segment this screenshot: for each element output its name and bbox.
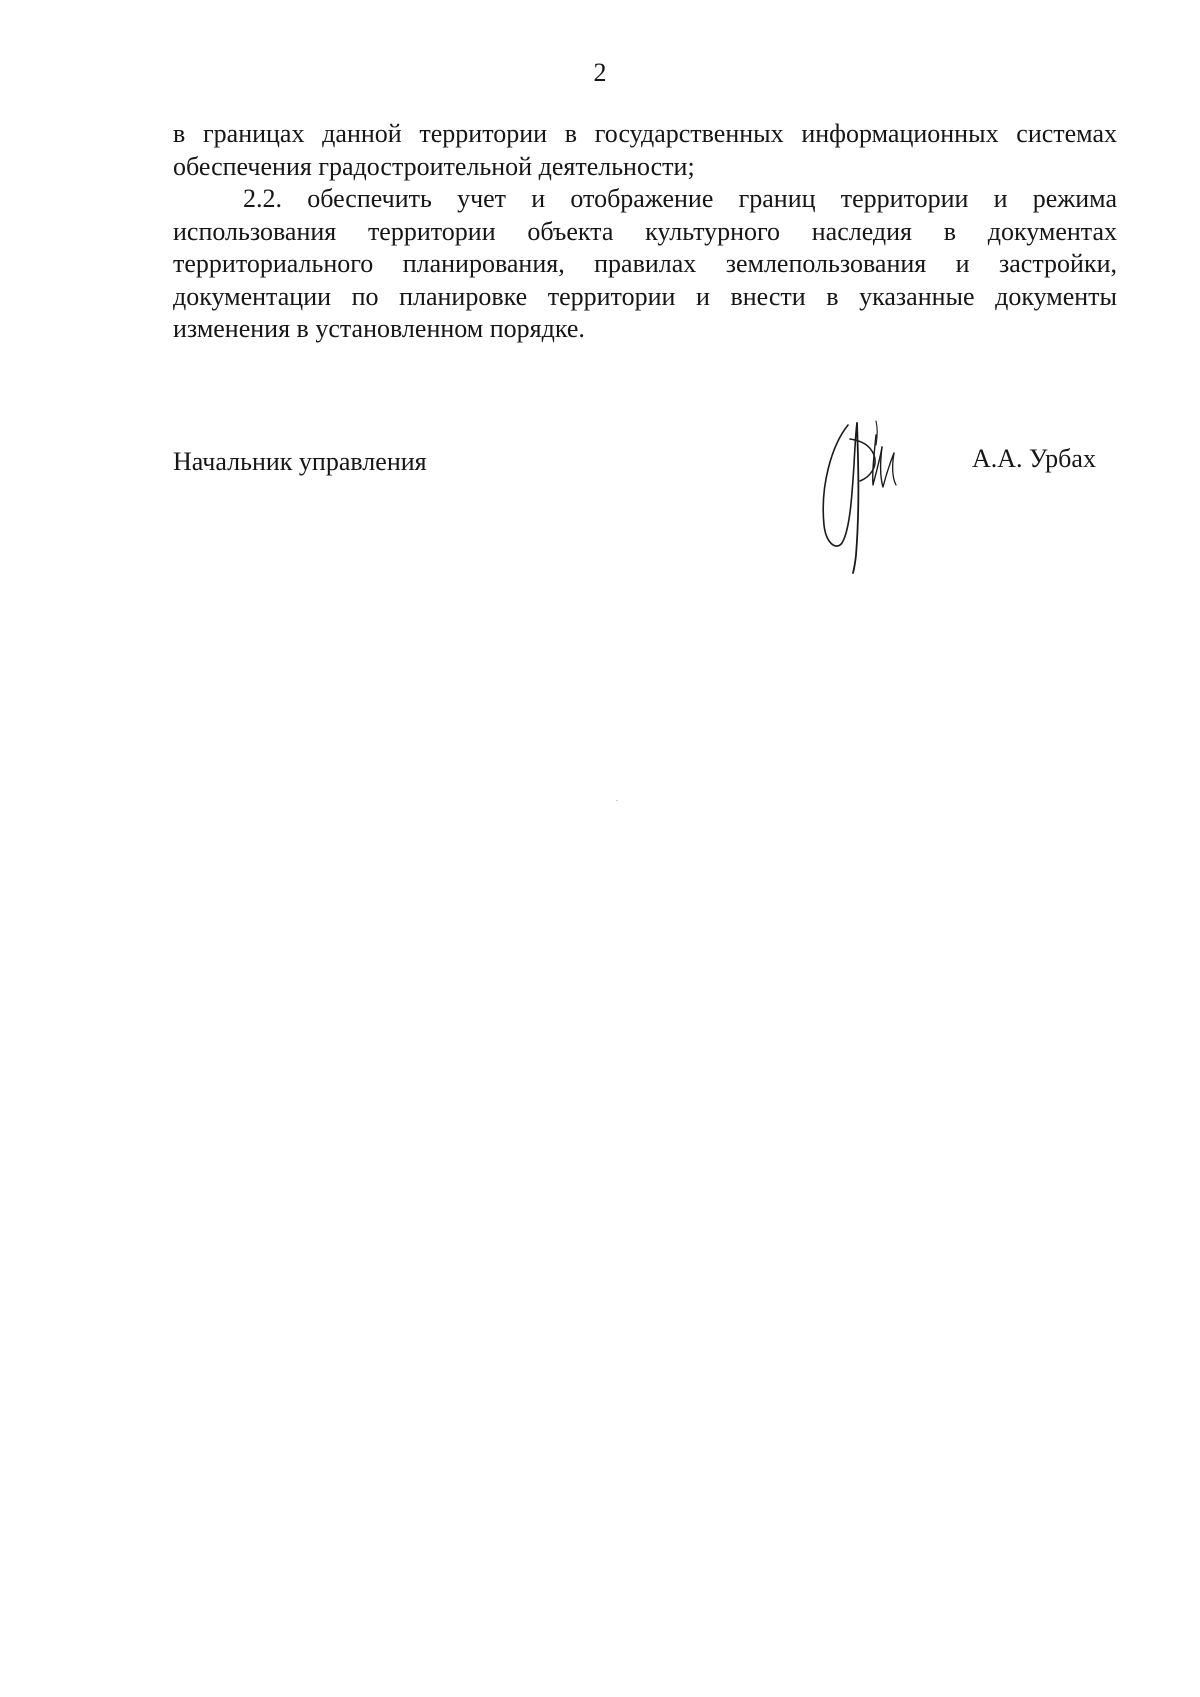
handwritten-signature-icon (810, 415, 930, 575)
signatory-name: А.А. Урбах (972, 444, 1096, 473)
signatory-position: Начальник управления (173, 447, 427, 476)
paragraph-continuation: в границах данной территории в государственных информационных системах обеспечения градостроительной деятельности; (173, 119, 1117, 181)
document-body (173, 118, 1117, 346)
page-number: 2 (593, 58, 607, 87)
scan-speck (616, 800, 618, 801)
paragraph-item-2-2: 2.2. обеспечить учет и отображение границ территории и режима использования территории объекта культурного наследия в документах территориального планирования, правилах землепользования и застройки, документации по планировке территории и внести в указанные документы изменения в установленном порядке. (173, 184, 1117, 343)
